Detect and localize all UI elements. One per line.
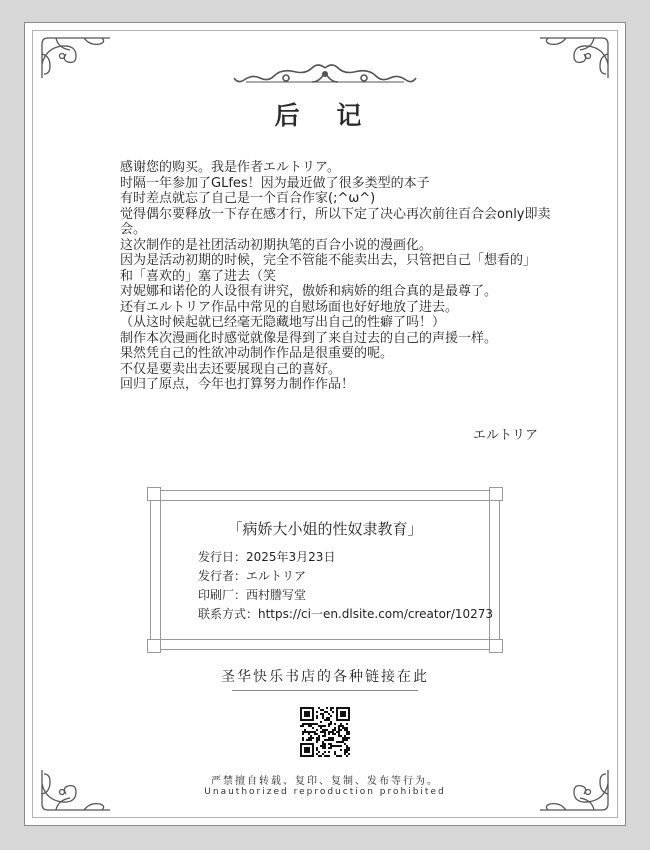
contact-link[interactable]: 联系方式：https://ci一en.dlsite.com/creator/10273 [198, 607, 494, 621]
links-heading: 圣华快乐书店的各种链接在此 [221, 669, 429, 685]
body-line: 和「喜欢的」塞了进去（笑 [120, 268, 277, 284]
body-line: 对妮娜和诺伦的人设很有讲究，傲娇和病娇的组合真的是最尊了。 [120, 284, 498, 299]
body-line: 制作本次漫画化时感觉就像是得到了来自过去的自己的声援一样。 [120, 330, 498, 346]
copyright-notice-en: Unauthorized reproduction prohibited [204, 787, 446, 797]
body-line: 回归了原点，今年也打算努力制作作品！ [120, 377, 355, 392]
qr-code-icon[interactable] [300, 707, 350, 757]
title-ornament-icon [226, 60, 424, 90]
corner-flourish-icon [534, 34, 614, 84]
body-line: 会。 [120, 222, 147, 237]
publisher: 发行者：エルトリア [198, 569, 307, 583]
page-title: 后 记 [274, 101, 376, 130]
body-line: 这次制作的是社团活动初期执笔的百合小说的漫画化。 [120, 237, 433, 253]
body-line: 时隔一年参加了GLfes！因为最近做了很多类型的本子 [120, 175, 430, 191]
colophon-rows [198, 548, 493, 624]
body-line: （从这时候起就已经毫无隐藏地写出自己的性癖了吗！） [120, 315, 446, 330]
body-line: 不仅是要卖出去还要展现自己的喜好。 [120, 361, 342, 377]
corner-flourish-icon [36, 34, 116, 84]
author-signature: エルトリア [473, 428, 539, 443]
box-corner-icon [147, 487, 161, 501]
book-title: 「病娇大小姐的性奴隶教育」 [227, 520, 423, 538]
body-line: 觉得偶尔要释放一下存在感才行，所以下定了决心再次前往百合会only即卖 [120, 206, 551, 222]
box-corner-icon [489, 639, 503, 653]
copyright-notice: 严禁擅自转载、复印、复制、发布等行为。 [211, 776, 439, 787]
afterword-body [120, 160, 590, 393]
colophon-box [150, 490, 500, 650]
body-line: 感谢您的购买。我是作者エルトリア。 [120, 160, 340, 175]
release-date: 发行日：2025年3月23日 [198, 550, 336, 564]
body-line: 因为是活动初期的时候，完全不管能不能卖出去，只管把自己「想看的」 [120, 253, 537, 268]
body-line: 有时差点就忘了自己是一个百合作家(;^ω^) [120, 191, 376, 206]
body-line: 还有エルトリア作品中常见的自慰场面也好好地放了进去。 [120, 299, 459, 315]
links-divider [232, 690, 418, 691]
box-corner-icon [489, 487, 503, 501]
box-corner-icon [147, 639, 161, 653]
printer: 印刷厂：西村謄写堂 [198, 588, 307, 602]
body-line: 果然凭自己的性欲冲动制作作品是很重要的呢。 [120, 346, 394, 361]
